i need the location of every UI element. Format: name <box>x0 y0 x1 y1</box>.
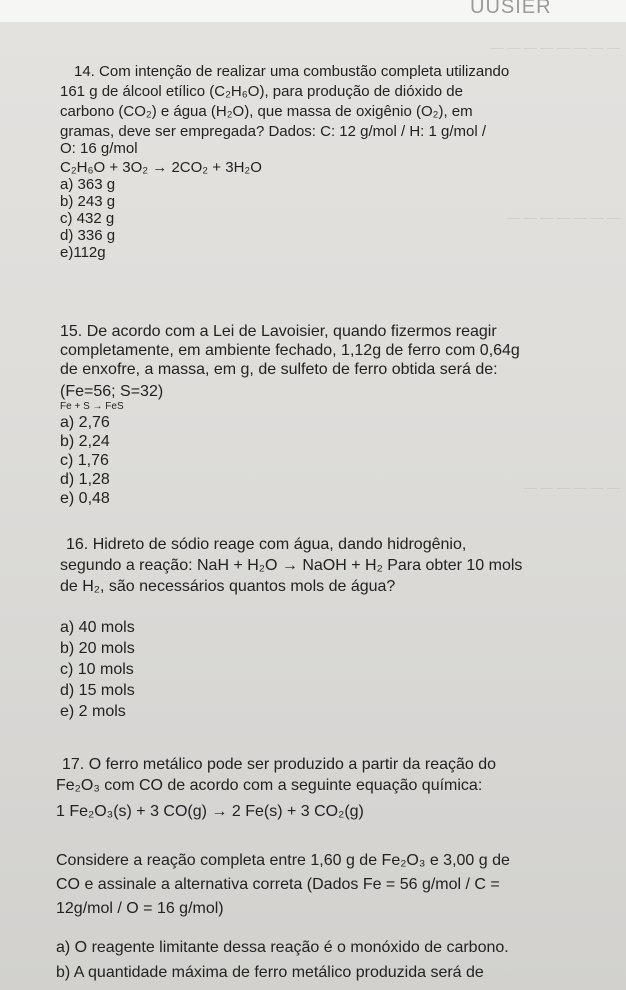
q17-line: 17. O ferro metálico pode ser produzido a partir da reação do <box>62 756 497 773</box>
q14-equation: C₂H₆O + 3O₂ → 2CO₂ + 3H₂O <box>60 159 262 176</box>
bleed-through: — — — — — — <box>523 480 620 495</box>
q14-line: gramas, deve ser empregada? Dados: C: 12 g/mol / H: 1 g/mol / <box>60 123 487 140</box>
q14-option-b: b) 243 g <box>60 193 116 210</box>
bleed-through: — — — — — — — <box>507 210 620 225</box>
q16-option-c: c) 10 mols <box>60 661 134 678</box>
question-15 <box>60 322 615 508</box>
header-scrap <box>0 0 626 22</box>
q15-line: (Fe=56; S=32) <box>60 383 164 400</box>
q16-option-e: e) 2 mols <box>60 703 126 720</box>
q17-body-line: CO e assinale a alternativa correta (Dados Fe = 56 g/mol / C = <box>56 876 500 893</box>
q16-option-d: d) 15 mols <box>60 682 135 699</box>
q15-option-d: d) 1,28 <box>60 471 110 488</box>
q17-line: Fe₂O₃ com CO de acordo com a seguinte equação química: <box>56 777 483 794</box>
q17-equation: 1 Fe₂O₃(s) + 3 CO(g) → 2 Fe(s) + 3 CO₂(g) <box>56 803 364 820</box>
q17-body-line: Considere a reação completa entre 1,60 g de Fe₂O₃ e 3,00 g de <box>56 852 510 869</box>
q15-line: completamente, em ambiente fechado, 1,12g de ferro com 0,64g <box>60 342 520 359</box>
q14-line: carbono (CO₂) e água (H₂O), que massa de oxigênio (O₂), em <box>60 103 473 120</box>
q14-line: 14. Com intenção de realizar uma combustão completa utilizando <box>74 63 510 80</box>
q16-line: segundo a reação: NaH + H₂O → NaOH + H₂ Para obter 10 mols <box>60 557 523 574</box>
question-17 <box>56 754 611 983</box>
q15-line: 15. De acordo com a Lei de Lavoisier, quando fizermos reagir <box>60 323 497 340</box>
q16-option-a: a) 40 mols <box>60 619 135 636</box>
q15-line: de enxofre, a massa, em g, de sulfeto de ferro obtida será de: <box>60 361 498 378</box>
question-16 <box>60 534 615 722</box>
q14-option-c: c) 432 g <box>60 210 115 227</box>
q15-option-e: e) 0,48 <box>60 490 110 507</box>
q17-option-b: b) A quantidade máxima de ferro metálico produzida será de <box>56 964 484 981</box>
q15-option-c: c) 1,76 <box>60 452 109 469</box>
q14-line: 161 g de álcool etílico (C₂H₆O), para produção de dióxido de <box>60 83 463 100</box>
q15-option-a: a) 2,76 <box>60 414 110 431</box>
q16-option-b: b) 20 mols <box>60 640 135 657</box>
bleed-through: — — — — — — — — <box>490 40 620 55</box>
q16-line: 16. Hidreto de sódio reage com água, dando hidrogênio, <box>66 536 467 553</box>
q17-option-a: a) O reagente limitante dessa reação é o monóxido de carbono. <box>56 939 509 956</box>
header-scrap-text: UUSIER <box>470 0 552 18</box>
q15-option-b: b) 2,24 <box>60 433 110 450</box>
q17-body-line: 12g/mol / O = 16 g/mol) <box>56 900 224 917</box>
q14-line: O: 16 g/mol <box>60 140 138 157</box>
q15-equation: Fe + S → FeS <box>60 401 124 412</box>
question-14 <box>60 63 615 261</box>
q16-line: de H₂, são necessários quantos mols de água? <box>60 578 396 595</box>
q14-option-a: a) 363 g <box>60 176 116 193</box>
q14-option-e: e)112g <box>60 244 106 261</box>
q14-option-d: d) 336 g <box>60 227 116 244</box>
